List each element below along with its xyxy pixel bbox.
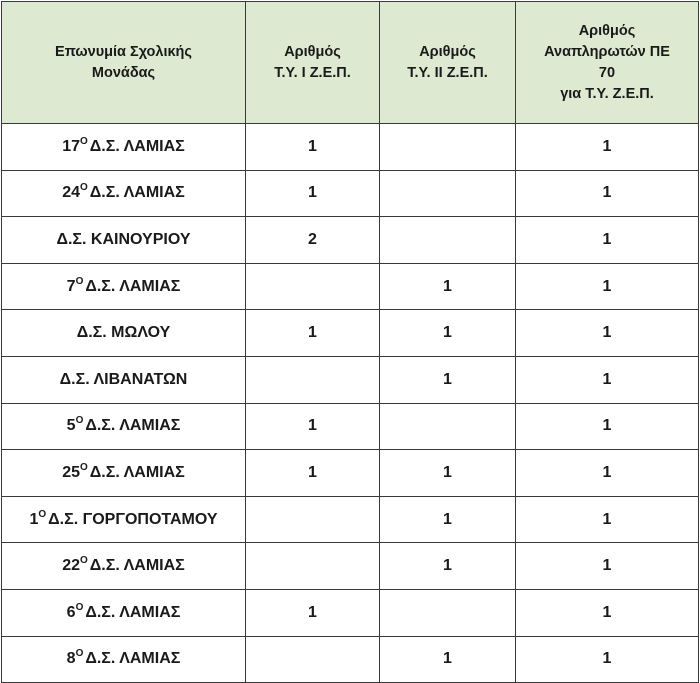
ty2-count-cell: 1 xyxy=(380,450,516,497)
header-line: Αναπληρωτών ΠΕ xyxy=(544,43,670,60)
school-name: Δ.Σ. ΛΑΜΙΑΣ xyxy=(89,184,185,202)
school-number: 1 xyxy=(29,510,39,528)
ty2-count-cell xyxy=(380,170,516,217)
substitute-count-cell: 1 xyxy=(516,217,699,264)
school-number: 8 xyxy=(66,650,76,668)
ty1-count-cell: 1 xyxy=(246,170,380,217)
substitute-count-cell: 1 xyxy=(516,170,699,217)
school-name: Δ.Σ. ΛΑΜΙΑΣ xyxy=(85,650,181,668)
ty1-count-cell xyxy=(246,543,380,590)
ty1-count-cell: 1 xyxy=(246,450,380,497)
school-name-cell xyxy=(2,496,246,543)
school-name-cell xyxy=(2,356,246,403)
substitute-count-cell: 1 xyxy=(516,310,699,357)
school-name-cell xyxy=(2,636,246,683)
ty2-count-cell: 1 xyxy=(380,310,516,357)
school-number: 17 xyxy=(62,137,80,155)
substitute-count-cell: 1 xyxy=(516,124,699,171)
header-line: Αριθμός xyxy=(284,43,341,60)
substitute-count-cell: 1 xyxy=(516,263,699,310)
ty1-count-cell xyxy=(246,496,380,543)
school-name-cell xyxy=(2,543,246,590)
table-row xyxy=(2,217,699,264)
ordinal-suffix: Ο xyxy=(38,508,47,520)
ty1-count-cell: 1 xyxy=(246,403,380,450)
header-line: 70 xyxy=(598,64,616,81)
ty1-count-cell xyxy=(246,636,380,683)
ty1-count-cell: 1 xyxy=(246,310,380,357)
school-name: Δ.Σ. ΜΩΛΟΥ xyxy=(76,324,171,342)
ordinal-suffix: Ο xyxy=(80,461,88,473)
header-ty2-count xyxy=(380,2,516,124)
school-name: Δ.Σ. ΛΑΜΙΑΣ xyxy=(85,417,181,435)
table-row xyxy=(2,263,699,310)
ty2-count-cell: 1 xyxy=(380,356,516,403)
school-name: Δ.Σ. ΛΑΜΙΑΣ xyxy=(89,137,185,155)
table-row xyxy=(2,589,699,636)
ordinal-suffix: Ο xyxy=(80,135,88,147)
ty2-count-cell: 1 xyxy=(380,636,516,683)
school-name: Δ.Σ. ΚΑΙΝΟΥΡΙΟΥ xyxy=(56,230,191,248)
table-row xyxy=(2,403,699,450)
substitute-count-cell: 1 xyxy=(516,450,699,497)
ty2-count-cell xyxy=(380,217,516,264)
substitute-count-cell: 1 xyxy=(516,543,699,590)
ordinal-suffix: Ο xyxy=(75,648,84,660)
table-row xyxy=(2,636,699,683)
header-line: Αριθμός xyxy=(419,43,476,60)
substitute-count-cell: 1 xyxy=(516,403,699,450)
ty1-count-cell: 1 xyxy=(246,589,380,636)
table-row xyxy=(2,124,699,171)
ordinal-suffix: Ο xyxy=(80,182,88,194)
school-name-cell xyxy=(2,450,246,497)
ty1-count-cell xyxy=(246,356,380,403)
school-name-cell xyxy=(2,403,246,450)
ty1-count-cell: 1 xyxy=(246,124,380,171)
ty2-count-cell: 1 xyxy=(380,496,516,543)
school-number: 22 xyxy=(62,557,80,575)
school-name: Δ.Σ. ΛΑΜΙΑΣ xyxy=(89,463,185,481)
table-row xyxy=(2,170,699,217)
header-line: Τ.Υ. Ι Ζ.Ε.Π. xyxy=(274,64,351,81)
school-name: Δ.Σ. ΛΑΜΙΑΣ xyxy=(85,603,181,621)
header-ty1-count xyxy=(246,2,380,124)
header-line: για Τ.Υ. Ζ.Ε.Π. xyxy=(560,85,654,102)
header-row xyxy=(2,2,699,124)
school-name-cell xyxy=(2,124,246,171)
ordinal-suffix: Ο xyxy=(75,275,84,287)
header-line: Επωνυμία Σχολικής xyxy=(55,43,192,60)
school-name-cell xyxy=(2,170,246,217)
substitute-count-cell: 1 xyxy=(516,496,699,543)
ty1-count-cell xyxy=(246,263,380,310)
substitute-count-cell: 1 xyxy=(516,636,699,683)
school-number: 6 xyxy=(66,603,76,621)
ty2-count-cell xyxy=(380,124,516,171)
header-substitute-count xyxy=(516,2,699,124)
table-row xyxy=(2,496,699,543)
header-line: Μονάδας xyxy=(91,64,156,81)
ty2-count-cell: 1 xyxy=(380,263,516,310)
table-row xyxy=(2,356,699,403)
ty2-count-cell xyxy=(380,589,516,636)
school-number: 5 xyxy=(66,417,76,435)
ordinal-suffix: Ο xyxy=(75,601,84,613)
school-name-cell xyxy=(2,310,246,357)
school-name: Δ.Σ. ΛΙΒΑΝΑΤΩΝ xyxy=(59,370,188,388)
table-row xyxy=(2,543,699,590)
school-name-cell xyxy=(2,217,246,264)
table-row xyxy=(2,310,699,357)
header-school-name xyxy=(2,2,246,124)
table-row xyxy=(2,450,699,497)
ordinal-suffix: Ο xyxy=(80,555,88,567)
substitute-count-cell: 1 xyxy=(516,589,699,636)
school-name-cell xyxy=(2,263,246,310)
school-number: 7 xyxy=(66,277,76,295)
schools-table xyxy=(1,1,699,683)
header-line: Αριθμός xyxy=(578,22,636,39)
table-body xyxy=(2,124,699,683)
school-number: 25 xyxy=(62,463,80,481)
school-name-cell xyxy=(2,589,246,636)
school-number: 24 xyxy=(62,184,80,202)
substitute-count-cell: 1 xyxy=(516,356,699,403)
ordinal-suffix: Ο xyxy=(75,415,84,427)
ty2-count-cell: 1 xyxy=(380,543,516,590)
school-name: Δ.Σ. ΛΑΜΙΑΣ xyxy=(85,277,181,295)
header-line: Τ.Υ. ΙΙ Ζ.Ε.Π. xyxy=(407,64,488,81)
school-name: Δ.Σ. ΛΑΜΙΑΣ xyxy=(89,557,185,575)
school-name: Δ.Σ. ΓΟΡΓΟΠΟΤΑΜΟΥ xyxy=(48,510,218,528)
ty1-count-cell: 2 xyxy=(246,217,380,264)
ty2-count-cell xyxy=(380,403,516,450)
